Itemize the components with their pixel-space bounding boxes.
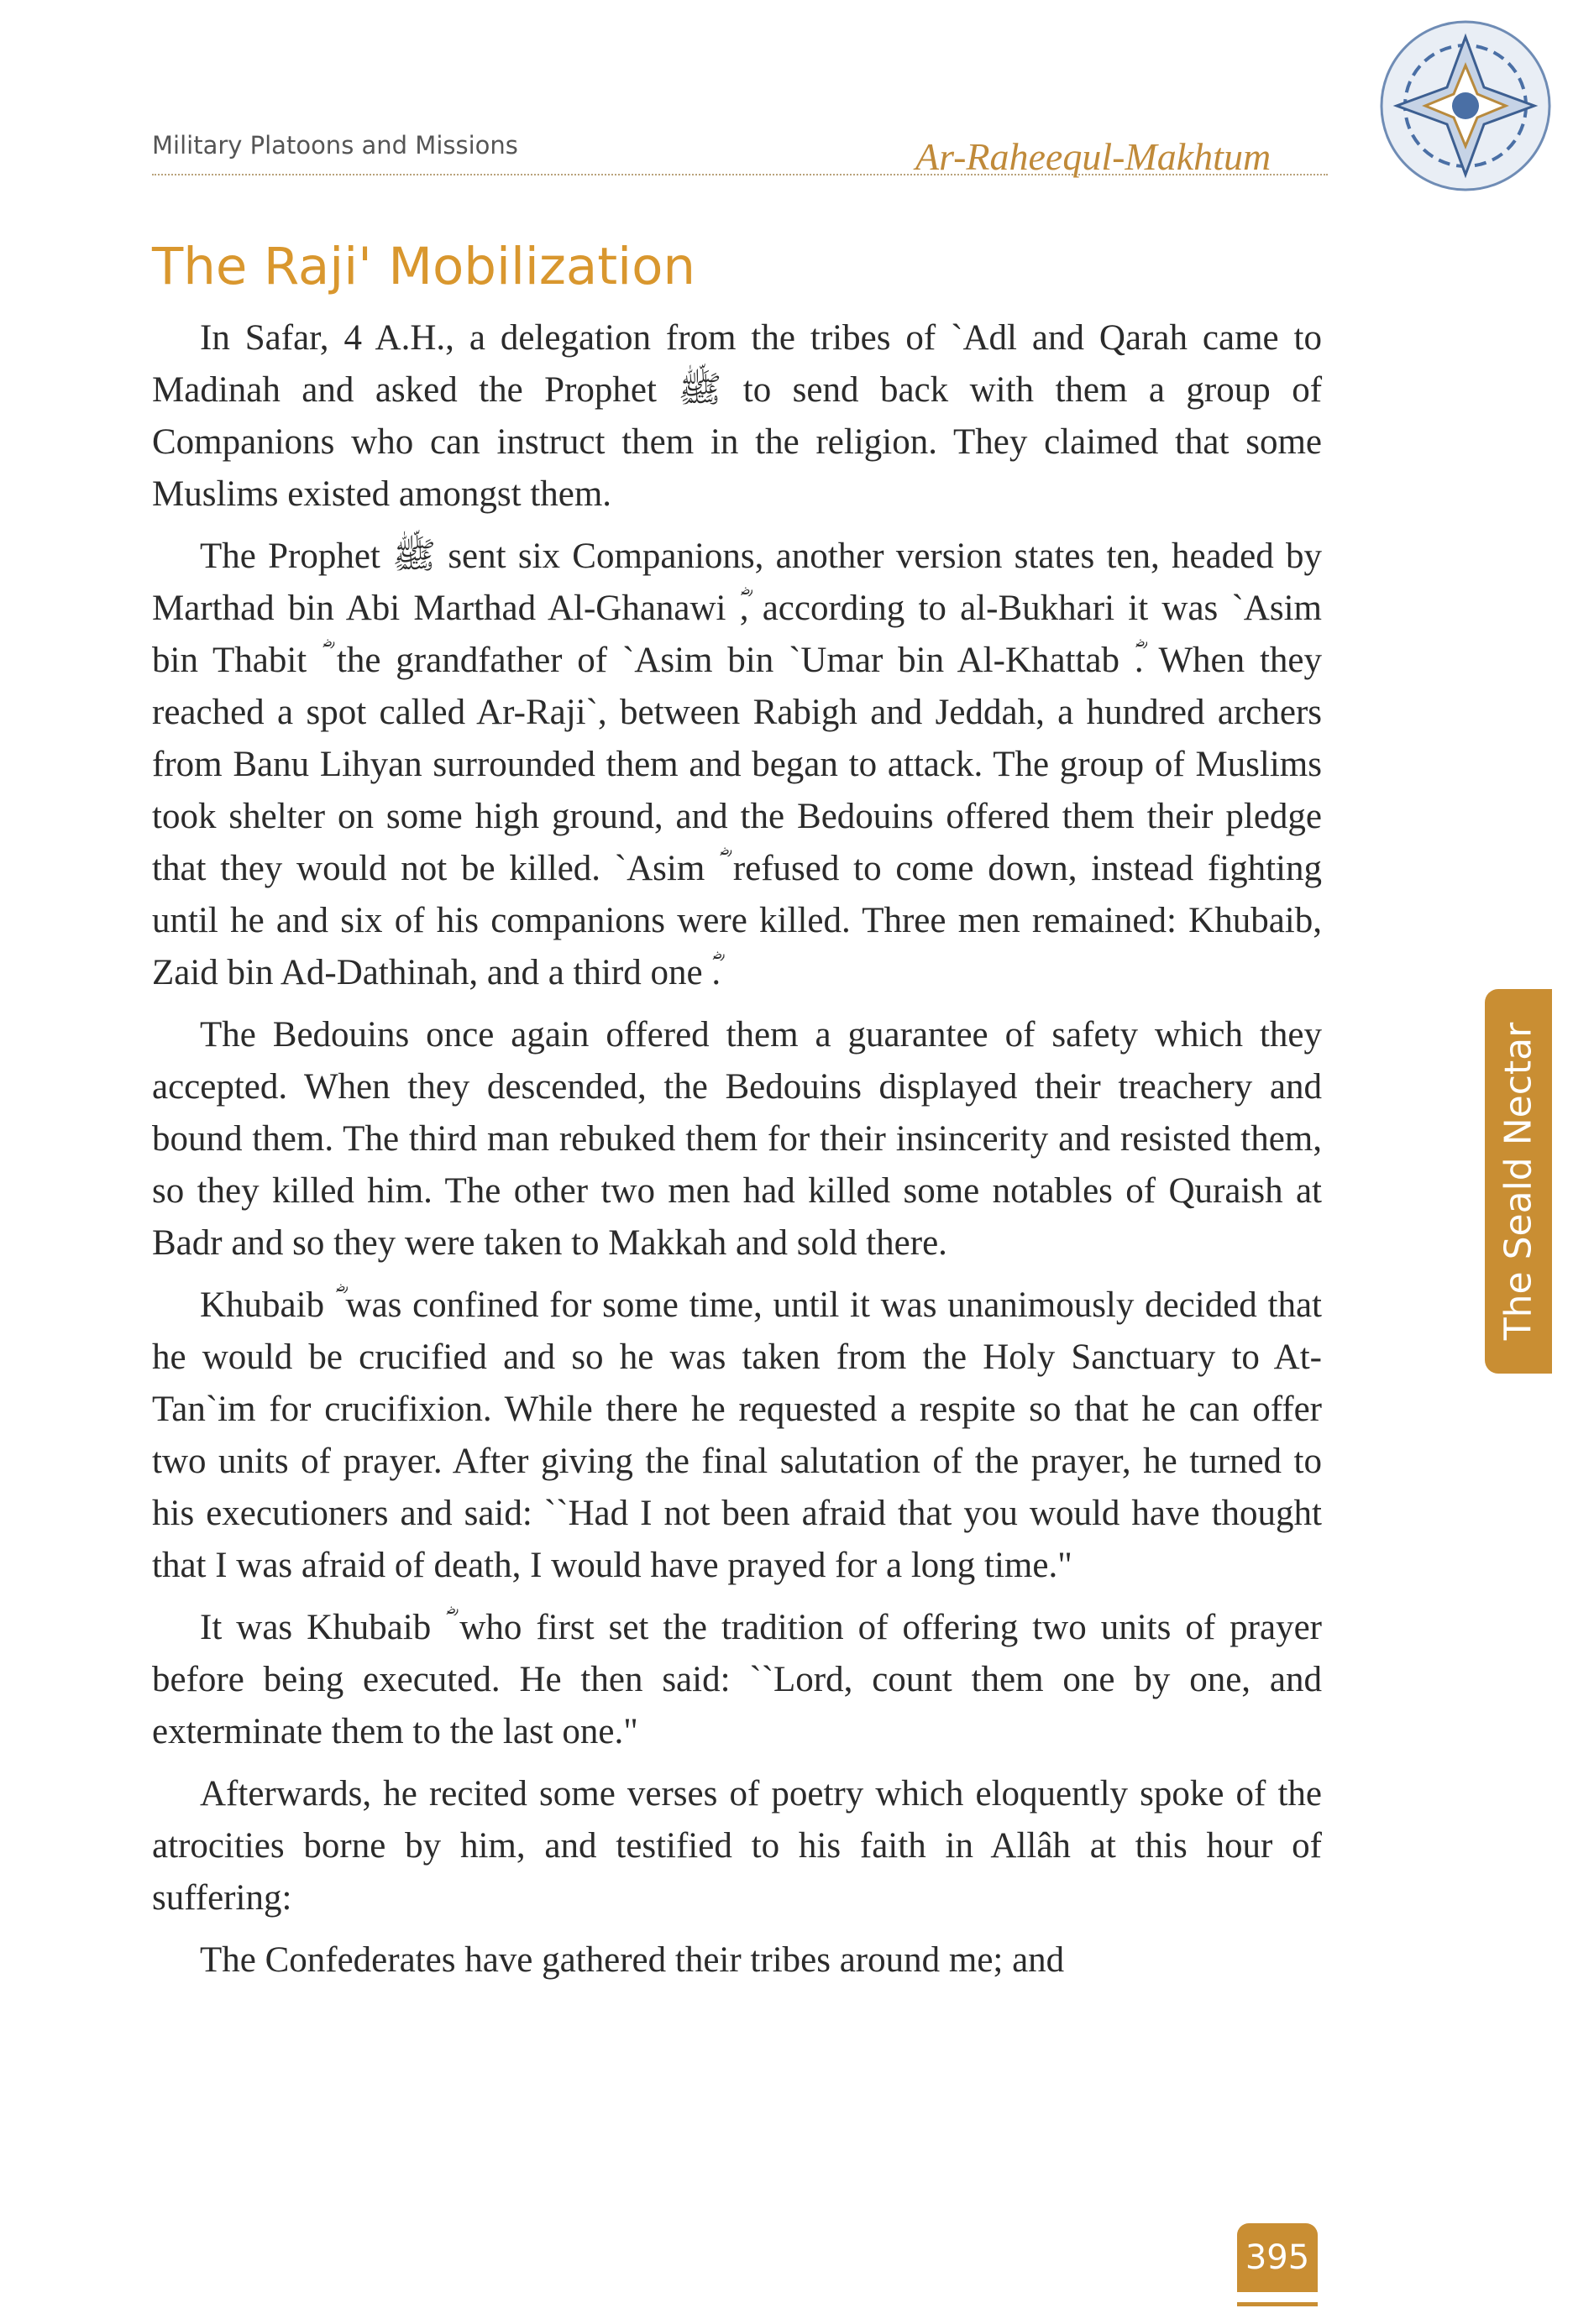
chapter-heading: The Raji' Mobilization (152, 237, 696, 296)
paragraph: Afterwards, he recited some verses of poetry which eloquently spoke of the atrocities borne by him, and testified to his faith in Allâh at this hour of suffering: (152, 1774, 1322, 1918)
running-header-section: Military Platoons and Missions (152, 131, 518, 160)
side-book-tab-label: The Seald Nectar (1497, 1022, 1540, 1341)
page-number-underline (1237, 2302, 1318, 2306)
paragraph: It was Khubaib ؓ who first set the tradition of offering two units of prayer before being executed. He then said: ``Lord, count them one by one, and exterminate them to the last one." (152, 1608, 1322, 1751)
paragraph: Khubaib ؓ was confined for some time, until it was unanimously decided that he would be crucified and so he was taken from the Holy Sanctuary to At-Tan`im for crucifixion. While there he requested a respite so that he can offer two units of prayer. After giving the final salutation of the prayer, he turned to his executioners and said: ``Had I not been afraid that you would have thought that I was afraid of death, I would have prayed for a long time." (152, 1285, 1322, 1585)
running-header-book-title: Ar-Raheequl-Makhtum (915, 135, 1272, 178)
paragraph: In Safar, 4 A.H., a delegation from the tribes of `Adl and Qarah came to Madinah and asked the Prophet ﷺ to send back with them a group of Companions who can instruct them in the religion. They claimed that some Muslims existed amongst them. (152, 318, 1323, 514)
body-text (152, 312, 1322, 1997)
page-number: 395 (1237, 2223, 1318, 2292)
paragraph: The Bedouins once again offered them a guarantee of safety which they accepted. When they descended, the Bedouins displayed their treachery and bound them. The third man rebuked them for their insincerity and resisted them, so they killed him. The other two men had killed some notables of Quraish at Badr and so they were taken to Makkah and sold there. (152, 1015, 1322, 1263)
paragraph: The Confederates have gathered their tribes around me; and (200, 1940, 1065, 1980)
side-book-tab (1485, 989, 1552, 1374)
arabesque-ornament-icon (1365, 13, 1566, 198)
paragraph: The Prophet ﷺ sent six Companions, another version states ten, headed by Marthad bin Abi Marthad Al-Ghanawi ؓ, according to al-Bukhari it was `Asim bin Thabit ؓ the grandfather of `Asim bin `Umar bin Al-Khattab ؓ. When they reached a spot called Ar-Raji`, between Rabigh and Jeddah, a hundred archers from Banu Lihyan surrounded them and began to attack. The group of Muslims took shelter on some high ground, and the Bedouins offered them their pledge that they would not be killed. `Asim ؓ refused to come down, instead fighting until he and six of his companions were killed. Three men remained: Khubaib, Zaid bin Ad-Dathinah, and a third one ؓ. (152, 537, 1322, 992)
